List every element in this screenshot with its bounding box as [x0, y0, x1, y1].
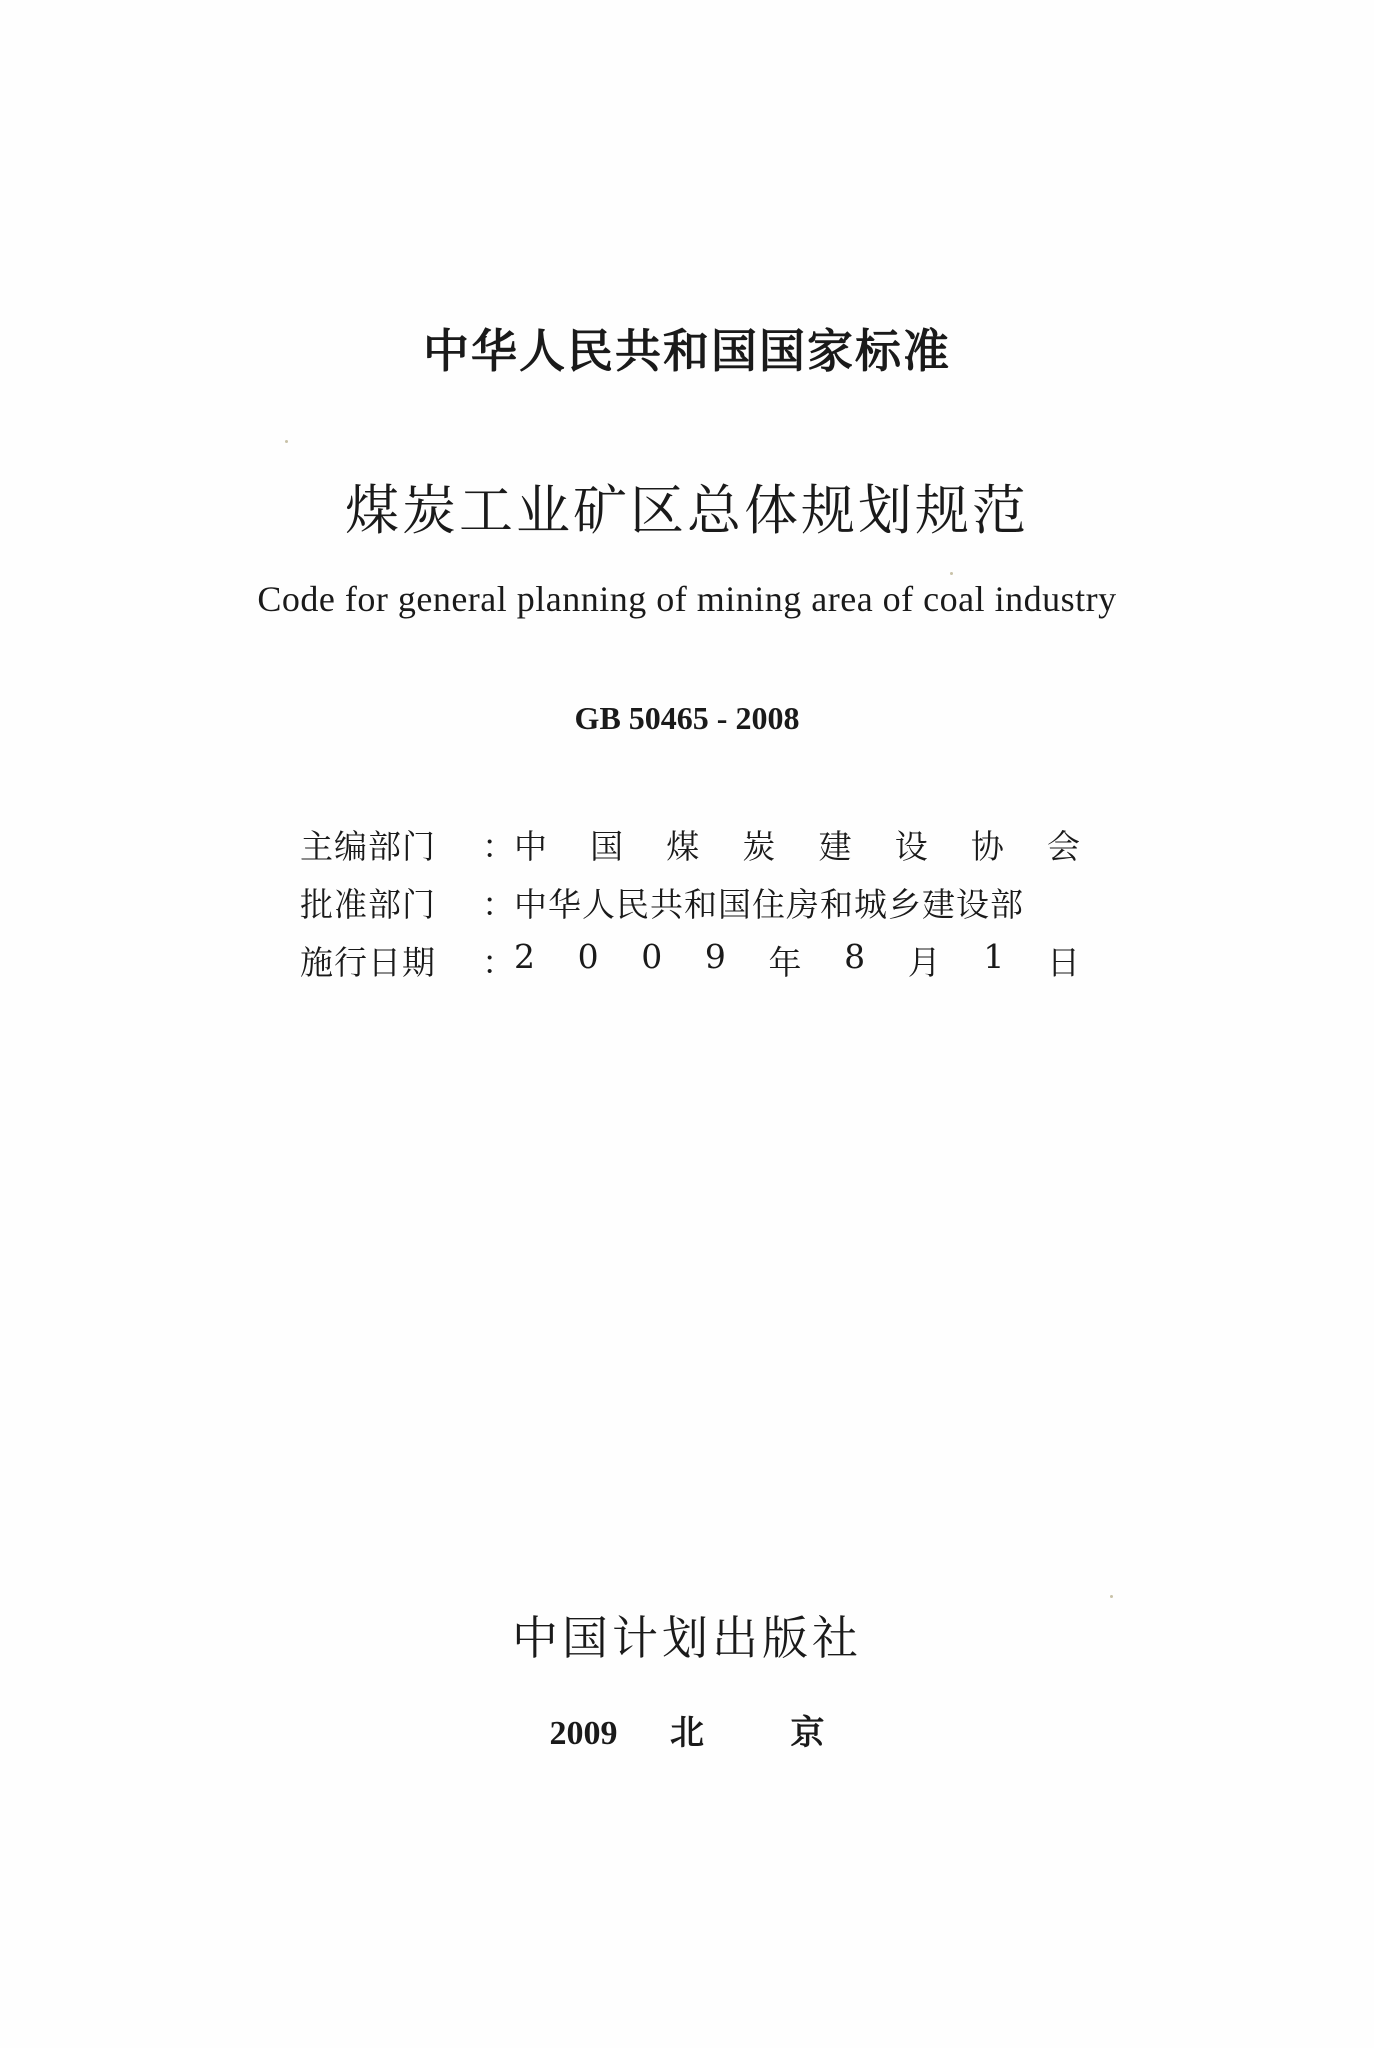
metadata-block	[300, 815, 1080, 989]
label-separator: ：	[482, 826, 515, 866]
title-english: Code for general planning of mining area of coal industry	[257, 579, 1117, 619]
effective-date-value	[514, 937, 1080, 984]
approver-row	[300, 873, 1080, 931]
editor-char: 中	[514, 826, 547, 866]
standard-code: GB 50465 - 2008	[574, 700, 800, 736]
date-char: 8	[844, 936, 866, 976]
editor-char: 煤	[666, 826, 700, 866]
editor-char: 建	[818, 826, 852, 866]
effective-date-label: 施行日期	[300, 942, 436, 982]
editor-row	[300, 815, 1080, 873]
date-char: 1	[983, 936, 1005, 976]
date-char: 2	[514, 936, 535, 976]
title-chinese: 煤炭工业矿区总体规划规范	[345, 479, 1029, 542]
publisher-name: 中国计划出版社	[512, 1611, 862, 1665]
publication-city-char: 京	[790, 1713, 825, 1753]
scan-speck	[285, 440, 288, 443]
date-char: 年	[768, 942, 802, 982]
approver-label: 批准部门	[300, 884, 436, 924]
date-char: 日	[1047, 942, 1080, 982]
label-separator: ：	[482, 884, 515, 924]
editor-char: 炭	[742, 826, 776, 866]
standard-heading: 中华人民共和国国家标准	[423, 324, 951, 378]
date-char: 0	[641, 936, 663, 976]
date-char: 9	[704, 936, 726, 976]
editor-char: 会	[1046, 826, 1080, 866]
publication-year: 2009	[549, 1715, 618, 1752]
scan-speck	[950, 572, 953, 575]
label-separator: ：	[482, 942, 515, 982]
editor-char: 国	[590, 826, 624, 866]
date-char: 0	[577, 936, 599, 976]
approver-value: 中华人民共和国住房和城乡建设部	[514, 884, 1024, 924]
publication-line	[0, 1705, 1374, 1754]
effective-date-row	[300, 931, 1080, 989]
editor-value	[514, 821, 1080, 868]
editor-char: 设	[894, 826, 928, 866]
scan-speck	[1110, 1595, 1113, 1598]
editor-label: 主编部门	[300, 826, 436, 866]
editor-char: 协	[970, 826, 1004, 866]
publication-city-char: 北	[670, 1713, 704, 1753]
date-char: 月	[907, 942, 941, 982]
